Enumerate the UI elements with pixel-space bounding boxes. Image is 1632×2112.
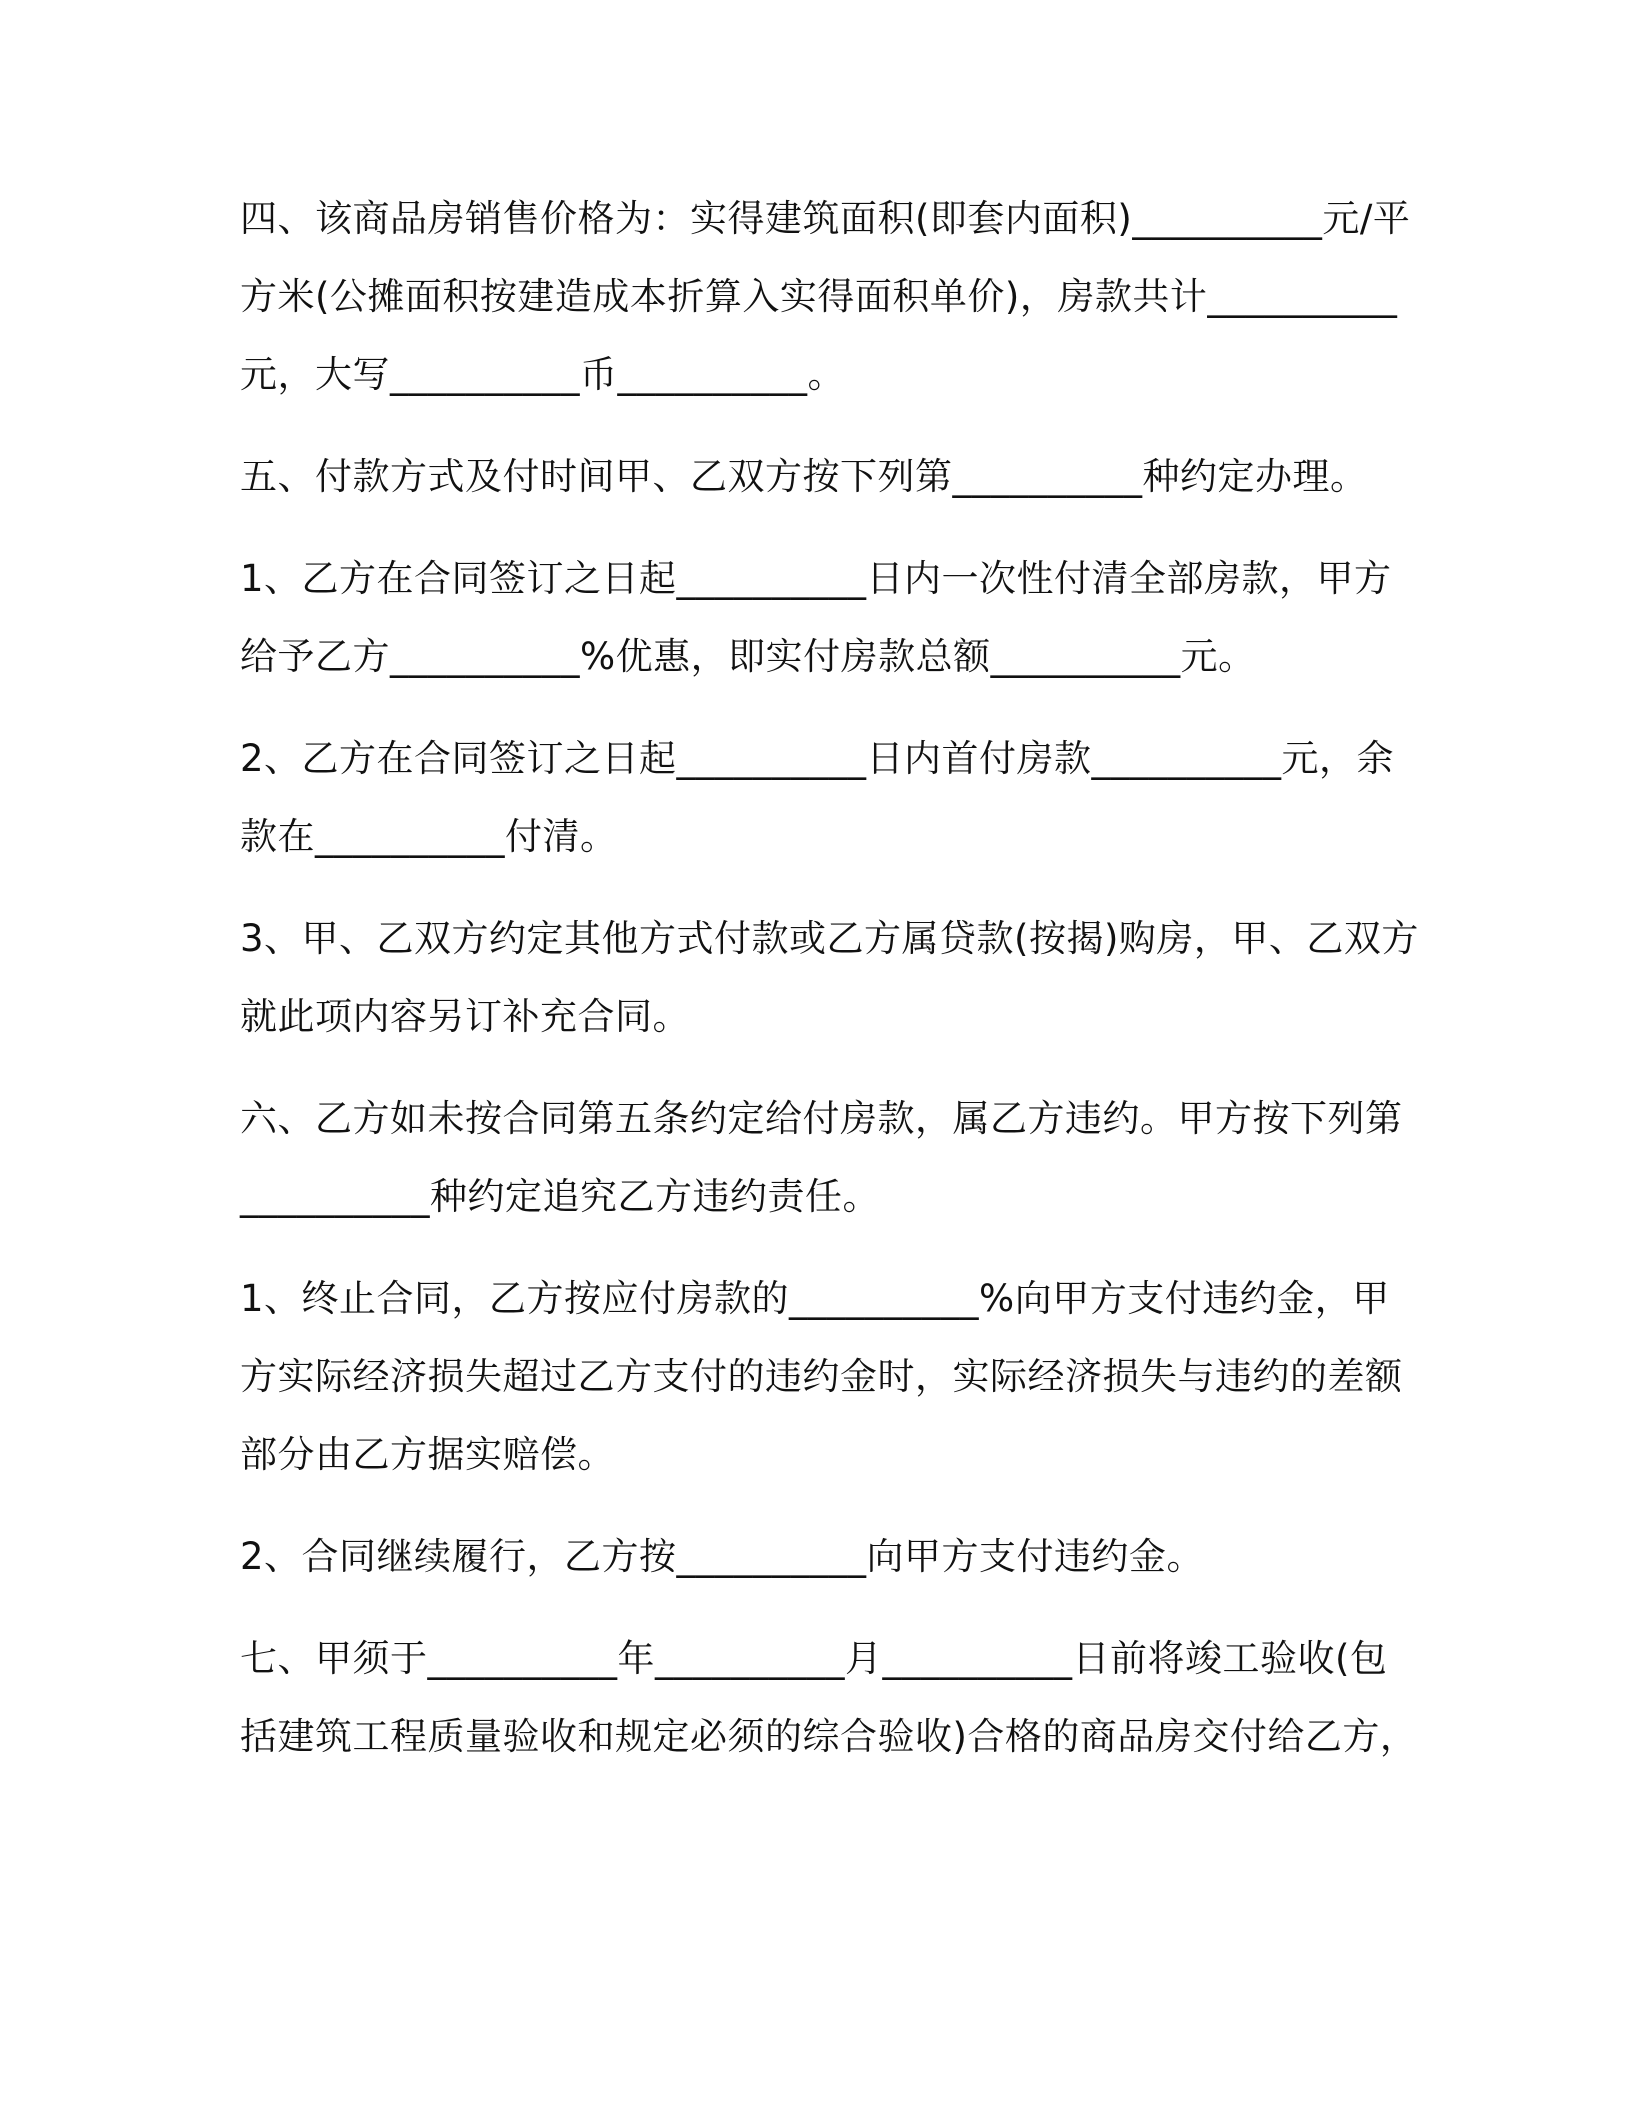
paragraph-article-7: 七、甲须于__________年__________月__________日前将竣工验收(包括建筑工程质量验收和规定必须的综合验收)合格的商品房交付给乙方， — [240, 1637, 1418, 1758]
paragraph-article-5-item-1: 1、乙方在合同签订之日起__________日内一次性付清全部房款，甲方给予乙方__________%优惠，即实付房款总额__________元。 — [240, 557, 1392, 678]
document-body — [240, 180, 1420, 1800]
paragraph-article-4: 四、该商品房销售价格为：实得建筑面积(即套内面积)__________元/平方米(公摊面积按建造成本折算入实得面积单价)，房款共计__________元，大写__________币__________。 — [240, 197, 1411, 396]
paragraph-article-5: 五、付款方式及付时间甲、乙双方按下列第__________种约定办理。 — [240, 455, 1368, 498]
paragraph-article-6-item-2: 2、合同继续履行，乙方按__________向甲方支付违约金。 — [240, 1535, 1205, 1578]
paragraph-article-5-item-2: 2、乙方在合同签订之日起__________日内首付房款__________元，余款在__________付清。 — [240, 737, 1395, 858]
paragraph-article-6-item-1: 1、终止合同，乙方按应付房款的__________%向甲方支付违约金，甲方实际经济损失超过乙方支付的违约金时，实际经济损失与违约的差额部分由乙方据实赔偿。 — [240, 1277, 1403, 1476]
paragraph-article-6: 六、乙方如未按合同第五条约定给付房款，属乙方违约。甲方按下列第__________种约定追究乙方违约责任。 — [240, 1097, 1403, 1218]
paragraph-article-5-item-3: 3、甲、乙双方约定其他方式付款或乙方属贷款(按揭)购房，甲、乙双方就此项内容另订补充合同。 — [240, 917, 1419, 1038]
